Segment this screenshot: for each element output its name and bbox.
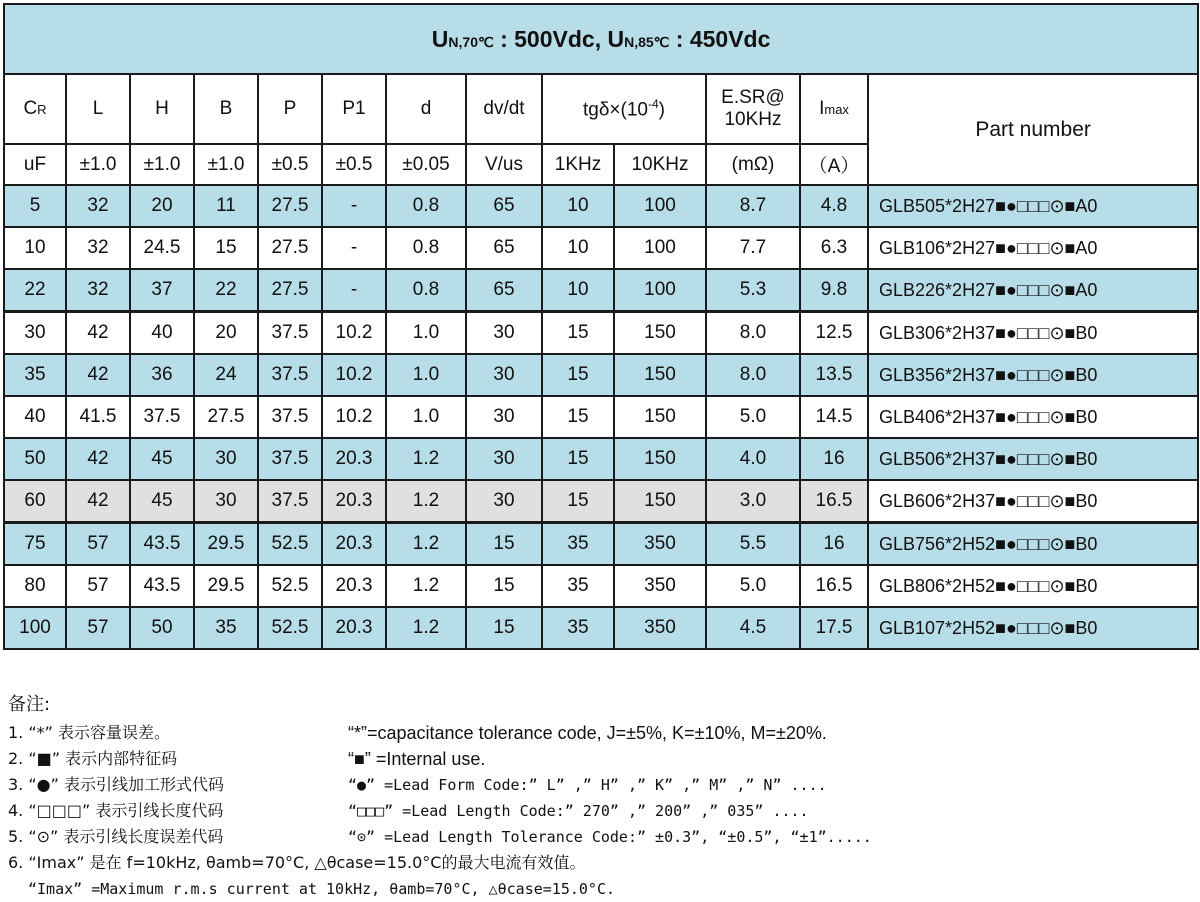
cell-esr: 5.5	[706, 523, 800, 566]
cell-cr: 75	[4, 523, 66, 566]
cell-imax: 16.5	[800, 565, 868, 607]
table-row	[4, 269, 1198, 312]
note-4-en: “□□□” =Lead Length Code:” 270” ,” 200” ,” 035” ....	[348, 802, 809, 820]
cell-cr: 30	[4, 312, 66, 355]
unit-cell: ±0.05	[386, 144, 466, 185]
cell-b: 30	[194, 438, 258, 480]
cell-h: 24.5	[130, 227, 194, 269]
cell-h: 45	[130, 438, 194, 480]
cell-tg-10khz: 350	[614, 523, 706, 566]
cell-l: 42	[66, 354, 130, 396]
cell-h: 45	[130, 480, 194, 523]
cell-p1: 10.2	[322, 312, 386, 355]
table-row	[4, 523, 1198, 566]
cell-dvdt: 30	[466, 312, 542, 355]
cell-d: 1.0	[386, 354, 466, 396]
voltage-title: UN,70℃ : 500Vdc, UN,85℃ : 450Vdc	[4, 4, 1198, 74]
cell-b: 27.5	[194, 396, 258, 438]
cell-esr: 4.5	[706, 607, 800, 649]
header-dvdt: dv/dt	[466, 74, 542, 144]
unit-cell: ±0.5	[258, 144, 322, 185]
cell-h: 43.5	[130, 565, 194, 607]
cell-part-number: GLB226*2H27■●□□□⊙■A0	[868, 269, 1198, 312]
voltage-title-row	[4, 4, 1198, 74]
note-3-cn: 3. “●” 表示引线加工形式代码	[8, 775, 224, 794]
note-5	[8, 824, 1193, 850]
cell-h: 43.5	[130, 523, 194, 566]
unit-cell: ±1.0	[66, 144, 130, 185]
cell-p1: 20.3	[322, 438, 386, 480]
cell-d: 1.0	[386, 312, 466, 355]
cell-l: 42	[66, 438, 130, 480]
cell-cr: 50	[4, 438, 66, 480]
cell-esr: 4.0	[706, 438, 800, 480]
cell-imax: 16	[800, 523, 868, 566]
cell-h: 50	[130, 607, 194, 649]
note-1-cn: 1. “*” 表示容量误差。	[8, 723, 171, 742]
cell-imax: 16.5	[800, 480, 868, 523]
header-b: B	[194, 74, 258, 144]
header-h: H	[130, 74, 194, 144]
header-l: L	[66, 74, 130, 144]
note-3	[8, 772, 1193, 798]
note-6-english	[8, 876, 1193, 902]
cell-dvdt: 30	[466, 480, 542, 523]
cell-d: 1.0	[386, 396, 466, 438]
cell-tg-1khz: 35	[542, 607, 614, 649]
cell-tg-1khz: 15	[542, 396, 614, 438]
cell-imax: 14.5	[800, 396, 868, 438]
cell-l: 32	[66, 185, 130, 227]
cell-p: 37.5	[258, 354, 322, 396]
cell-l: 57	[66, 607, 130, 649]
cell-d: 1.2	[386, 438, 466, 480]
cell-esr: 5.0	[706, 565, 800, 607]
cell-imax: 17.5	[800, 607, 868, 649]
unit-cell: uF	[4, 144, 66, 185]
unit-cell: （A）	[800, 144, 868, 185]
table-row	[4, 354, 1198, 396]
header-imax: Imax	[800, 74, 868, 144]
cell-part-number: GLB606*2H37■●□□□⊙■B0	[868, 480, 1198, 523]
cell-l: 41.5	[66, 396, 130, 438]
cell-tg-1khz: 15	[542, 312, 614, 355]
cell-cr: 5	[4, 185, 66, 227]
cell-dvdt: 30	[466, 438, 542, 480]
cell-tg-10khz: 350	[614, 607, 706, 649]
cell-p1: -	[322, 185, 386, 227]
cell-b: 35	[194, 607, 258, 649]
cell-p1: -	[322, 227, 386, 269]
capacitor-spec-table	[3, 3, 1199, 650]
note-2-cn: 2. “■” 表示内部特征码	[8, 749, 178, 768]
cell-l: 32	[66, 269, 130, 312]
cell-p: 52.5	[258, 607, 322, 649]
cell-b: 11	[194, 185, 258, 227]
cell-cr: 10	[4, 227, 66, 269]
header-d: d	[386, 74, 466, 144]
cell-p: 37.5	[258, 480, 322, 523]
unit-cell: 10KHz	[614, 144, 706, 185]
unit-cell: (mΩ)	[706, 144, 800, 185]
cell-tg-1khz: 10	[542, 269, 614, 312]
cell-esr: 8.0	[706, 354, 800, 396]
cell-cr: 60	[4, 480, 66, 523]
cell-part-number: GLB505*2H27■●□□□⊙■A0	[868, 185, 1198, 227]
cell-dvdt: 15	[466, 565, 542, 607]
note-4	[8, 798, 1193, 824]
cell-d: 0.8	[386, 185, 466, 227]
table-row	[4, 312, 1198, 355]
cell-part-number: GLB356*2H37■●□□□⊙■B0	[868, 354, 1198, 396]
cell-imax: 6.3	[800, 227, 868, 269]
cell-tg-10khz: 100	[614, 227, 706, 269]
cell-tg-1khz: 10	[542, 185, 614, 227]
cell-dvdt: 15	[466, 607, 542, 649]
cell-p1: 10.2	[322, 396, 386, 438]
cell-part-number: GLB406*2H37■●□□□⊙■B0	[868, 396, 1198, 438]
cell-part-number: GLB756*2H52■●□□□⊙■B0	[868, 523, 1198, 566]
cell-b: 15	[194, 227, 258, 269]
cell-d: 0.8	[386, 269, 466, 312]
notes-title: 备注:	[8, 694, 51, 715]
cell-esr: 8.0	[706, 312, 800, 355]
cell-esr: 8.7	[706, 185, 800, 227]
table-row	[4, 227, 1198, 269]
cell-d: 0.8	[386, 227, 466, 269]
cell-esr: 5.3	[706, 269, 800, 312]
table-row	[4, 438, 1198, 480]
cell-p: 37.5	[258, 438, 322, 480]
cell-b: 22	[194, 269, 258, 312]
cell-l: 57	[66, 523, 130, 566]
table-row	[4, 396, 1198, 438]
cell-d: 1.2	[386, 565, 466, 607]
note-5-en: “⊙” =Lead Length Tolerance Code:” ±0.3”, “±0.5”, “±1”.....	[348, 828, 872, 846]
cell-p1: 10.2	[322, 354, 386, 396]
cell-dvdt: 30	[466, 396, 542, 438]
header-cr: CR	[4, 74, 66, 144]
header-p: P	[258, 74, 322, 144]
note-6-cn: 6. “Imax” 是在 f=10kHz, θamb=70°C, △θcase=15.0°C的最大电流有效值。	[8, 853, 586, 872]
cell-p: 37.5	[258, 312, 322, 355]
header-p1: P1	[322, 74, 386, 144]
table-row	[4, 565, 1198, 607]
note-2	[8, 746, 1193, 772]
unit-cell: ±0.5	[322, 144, 386, 185]
cell-tg-10khz: 150	[614, 438, 706, 480]
header-tg-delta: $tg\delta\times(10^{-4})$	[542, 74, 706, 144]
cell-cr: 100	[4, 607, 66, 649]
cell-tg-10khz: 150	[614, 396, 706, 438]
column-header-row	[4, 74, 1198, 144]
cell-p: 37.5	[258, 396, 322, 438]
cell-l: 32	[66, 227, 130, 269]
cell-l: 42	[66, 480, 130, 523]
unit-cell: ±1.0	[194, 144, 258, 185]
cell-tg-1khz: 15	[542, 354, 614, 396]
cell-tg-1khz: 35	[542, 523, 614, 566]
cell-h: 37.5	[130, 396, 194, 438]
cell-d: 1.2	[386, 607, 466, 649]
cell-tg-10khz: 100	[614, 269, 706, 312]
cell-tg-10khz: 150	[614, 354, 706, 396]
cell-part-number: GLB806*2H52■●□□□⊙■B0	[868, 565, 1198, 607]
cell-tg-10khz: 350	[614, 565, 706, 607]
cell-b: 20	[194, 312, 258, 355]
cell-p: 27.5	[258, 269, 322, 312]
cell-dvdt: 65	[466, 227, 542, 269]
cell-imax: 4.8	[800, 185, 868, 227]
cell-d: 1.2	[386, 480, 466, 523]
unit-cell: ±1.0	[130, 144, 194, 185]
cell-dvdt: 65	[466, 269, 542, 312]
cell-esr: 7.7	[706, 227, 800, 269]
header-part-number: Part number	[868, 74, 1198, 185]
cell-p1: 20.3	[322, 607, 386, 649]
note-6	[8, 850, 1193, 876]
cell-p1: -	[322, 269, 386, 312]
cell-tg-10khz: 100	[614, 185, 706, 227]
table-row	[4, 607, 1198, 649]
cell-imax: 16	[800, 438, 868, 480]
cell-tg-1khz: 15	[542, 480, 614, 523]
cell-l: 42	[66, 312, 130, 355]
header-esr: E.SR@ 10KHz	[706, 74, 800, 144]
cell-tg-1khz: 35	[542, 565, 614, 607]
cell-imax: 12.5	[800, 312, 868, 355]
cell-h: 40	[130, 312, 194, 355]
cell-h: 36	[130, 354, 194, 396]
cell-p: 52.5	[258, 565, 322, 607]
cell-tg-1khz: 10	[542, 227, 614, 269]
note-6-en: “Imax” =Maximum r.m.s current at 10kHz, θamb=70°C, △θcase=15.0°C.	[28, 880, 615, 898]
note-3-en: “●” =Lead Form Code:” L” ,” H” ,” K” ,” M” ,” N” ....	[348, 776, 827, 794]
cell-cr: 35	[4, 354, 66, 396]
cell-h: 20	[130, 185, 194, 227]
table-row	[4, 185, 1198, 227]
cell-part-number: GLB106*2H27■●□□□⊙■A0	[868, 227, 1198, 269]
note-4-cn: 4. “□□□” 表示引线长度代码	[8, 801, 224, 820]
cell-tg-1khz: 15	[542, 438, 614, 480]
cell-l: 57	[66, 565, 130, 607]
cell-part-number: GLB506*2H37■●□□□⊙■B0	[868, 438, 1198, 480]
cell-part-number: GLB306*2H37■●□□□⊙■B0	[868, 312, 1198, 355]
cell-d: 1.2	[386, 523, 466, 566]
cell-imax: 13.5	[800, 354, 868, 396]
cell-p1: 20.3	[322, 480, 386, 523]
unit-cell: 1KHz	[542, 144, 614, 185]
cell-dvdt: 65	[466, 185, 542, 227]
cell-part-number: GLB107*2H52■●□□□⊙■B0	[868, 607, 1198, 649]
cell-p1: 20.3	[322, 523, 386, 566]
cell-cr: 80	[4, 565, 66, 607]
cell-esr: 3.0	[706, 480, 800, 523]
cell-p: 27.5	[258, 185, 322, 227]
note-1-en: “*”=capacitance tolerance code, J=±5%, K=±10%, M=±20%.	[348, 723, 827, 743]
cell-p1: 20.3	[322, 565, 386, 607]
cell-h: 37	[130, 269, 194, 312]
table-row	[4, 480, 1198, 523]
cell-cr: 40	[4, 396, 66, 438]
cell-b: 24	[194, 354, 258, 396]
cell-b: 29.5	[194, 565, 258, 607]
cell-p: 27.5	[258, 227, 322, 269]
notes-section	[8, 690, 1193, 902]
note-5-cn: 5. “⊙” 表示引线长度误差代码	[8, 827, 224, 846]
cell-cr: 22	[4, 269, 66, 312]
unit-cell: V/us	[466, 144, 542, 185]
cell-dvdt: 30	[466, 354, 542, 396]
cell-tg-10khz: 150	[614, 312, 706, 355]
cell-b: 30	[194, 480, 258, 523]
cell-p: 52.5	[258, 523, 322, 566]
cell-esr: 5.0	[706, 396, 800, 438]
cell-tg-10khz: 150	[614, 480, 706, 523]
cell-imax: 9.8	[800, 269, 868, 312]
cell-dvdt: 15	[466, 523, 542, 566]
note-1	[8, 720, 1193, 746]
note-2-en: “■” =Internal use.	[348, 749, 486, 769]
cell-b: 29.5	[194, 523, 258, 566]
